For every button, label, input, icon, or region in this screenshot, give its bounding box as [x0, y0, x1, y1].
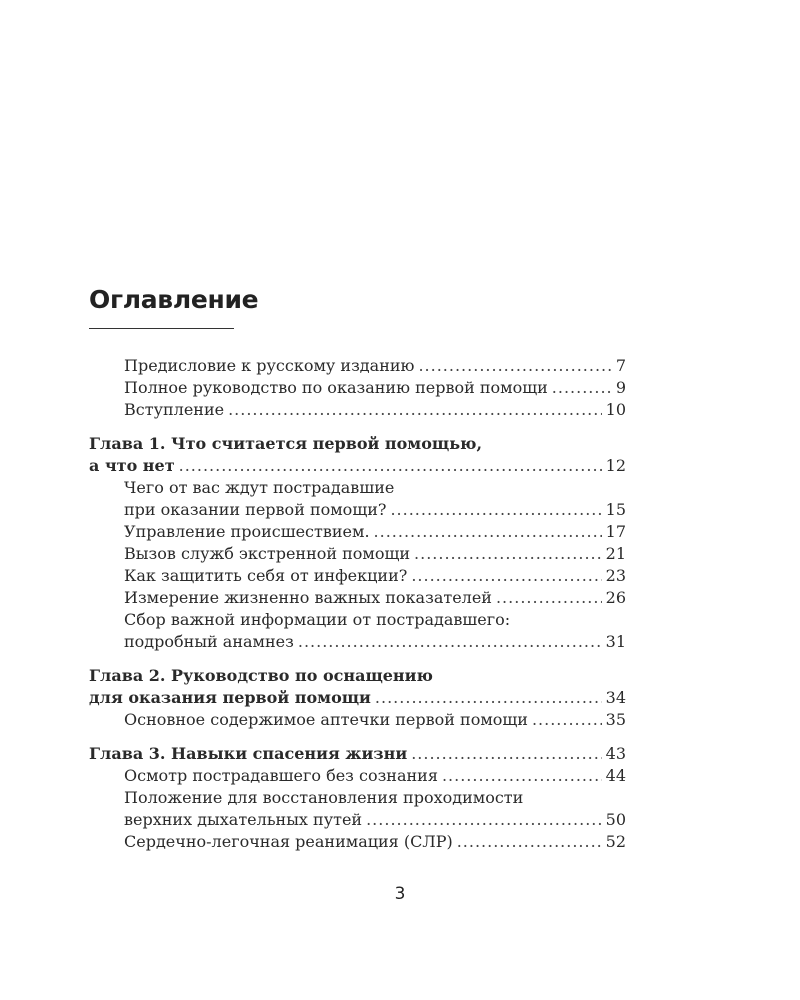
toc-entry-title: Измерение жизненно важных показателей	[124, 588, 492, 607]
toc-entry[interactable]	[89, 765, 626, 787]
toc-chapter-2	[89, 665, 626, 731]
chapter-heading-line[interactable]	[89, 743, 626, 765]
toc-entry-title: Как защитить себя от инфекции?	[124, 566, 408, 585]
toc-entry[interactable]	[89, 831, 626, 853]
toc-chapter-1	[89, 433, 626, 653]
chapter-title: Глава 3. Навыки спасения жизни	[89, 744, 408, 763]
toc-entry-title: Вызов служб экстренной помощи	[124, 544, 411, 563]
title-underline	[89, 328, 234, 329]
toc-entry[interactable]	[89, 377, 626, 399]
toc-entry-page: 31	[605, 632, 626, 651]
toc-entry-title: при оказании первой помощи?	[124, 500, 387, 519]
toc-entry-page: 44	[605, 766, 626, 785]
dot-leader	[228, 399, 602, 421]
chapter-heading-line[interactable]	[89, 433, 626, 455]
chapter-title: Глава 2. Руководство по оснащению	[89, 666, 433, 685]
toc-entry[interactable]	[89, 809, 626, 831]
chapter-title: Глава 1. Что считается первой помощью,	[89, 434, 483, 453]
chapter-heading-line[interactable]	[89, 665, 626, 687]
toc-entry[interactable]	[89, 709, 626, 731]
dot-leader	[298, 631, 602, 653]
dot-leader	[532, 709, 602, 731]
dot-leader	[390, 499, 601, 521]
toc-entry[interactable]	[89, 399, 626, 421]
chapter-heading-line[interactable]	[89, 455, 626, 477]
toc-entry[interactable]	[89, 355, 626, 377]
toc-entry[interactable]	[89, 477, 626, 499]
dot-leader	[496, 587, 602, 609]
toc-entry-page: 7	[615, 356, 626, 375]
toc-entry-page: 9	[615, 378, 626, 397]
toc-entry-title: верхних дыхательных путей	[124, 810, 363, 829]
toc-entry-page: 50	[605, 810, 626, 829]
toc-entry-page: 10	[605, 400, 626, 419]
toc-chapter-3	[89, 743, 626, 853]
toc-intro-section	[89, 355, 626, 421]
toc-entry-page: 21	[605, 544, 626, 563]
toc-entry-page: 23	[605, 566, 626, 585]
chapter-page: 34	[605, 688, 626, 707]
toc-entry-title: Чего от вас ждут пострадавшие	[124, 478, 395, 497]
toc-entry[interactable]	[89, 565, 626, 587]
toc-entry-title: Сбор важной информации от пострадавшего:	[124, 610, 511, 629]
chapter-page: 12	[605, 456, 626, 475]
toc-entry-title: Основное содержимое аптечки первой помощи	[124, 710, 528, 729]
toc-entry[interactable]	[89, 521, 626, 543]
dot-leader	[375, 687, 602, 709]
chapter-page: 43	[605, 744, 626, 763]
toc-entry[interactable]	[89, 787, 626, 809]
dot-leader	[442, 765, 602, 787]
toc-entry-page: 15	[605, 500, 626, 519]
toc-entry-page: 26	[605, 588, 626, 607]
toc-entry-page: 17	[605, 522, 626, 541]
chapter-title: для оказания первой помощи	[89, 688, 371, 707]
toc-entry[interactable]	[89, 499, 626, 521]
chapter-title: а что нет	[89, 456, 175, 475]
toc-entry-page: 35	[605, 710, 626, 729]
toc-entry[interactable]	[89, 631, 626, 653]
chapter-heading-line[interactable]	[89, 687, 626, 709]
dot-leader	[552, 377, 612, 399]
dot-leader	[374, 521, 602, 543]
dot-leader	[411, 565, 601, 587]
page-number: 3	[394, 884, 406, 904]
toc-entry-title: Полное руководство по оказанию первой помощи	[124, 378, 548, 397]
toc-entry[interactable]	[89, 609, 626, 631]
dot-leader	[366, 809, 602, 831]
toc-entry-title: Предисловие к русскому изданию	[124, 356, 415, 375]
dot-leader	[457, 831, 602, 853]
toc-entry[interactable]	[89, 587, 626, 609]
dot-leader	[411, 743, 601, 765]
dot-leader	[418, 355, 611, 377]
toc-entry-title: Вступление	[124, 400, 225, 419]
dot-leader	[414, 543, 602, 565]
toc-title: Оглавление	[89, 285, 259, 314]
toc-entry-title: Осмотр пострадавшего без сознания	[124, 766, 438, 785]
toc-entry-page: 52	[605, 832, 626, 851]
toc-entry-title: подробный анамнез	[124, 632, 294, 651]
table-of-contents	[89, 355, 626, 853]
toc-entry[interactable]	[89, 543, 626, 565]
toc-entry-title: Положение для восстановления проходимости	[124, 788, 524, 807]
toc-entry-title: Сердечно-легочная реанимация (СЛР)	[124, 832, 453, 851]
toc-entry-title: Управление происшествием.	[124, 522, 370, 541]
dot-leader	[179, 455, 602, 477]
